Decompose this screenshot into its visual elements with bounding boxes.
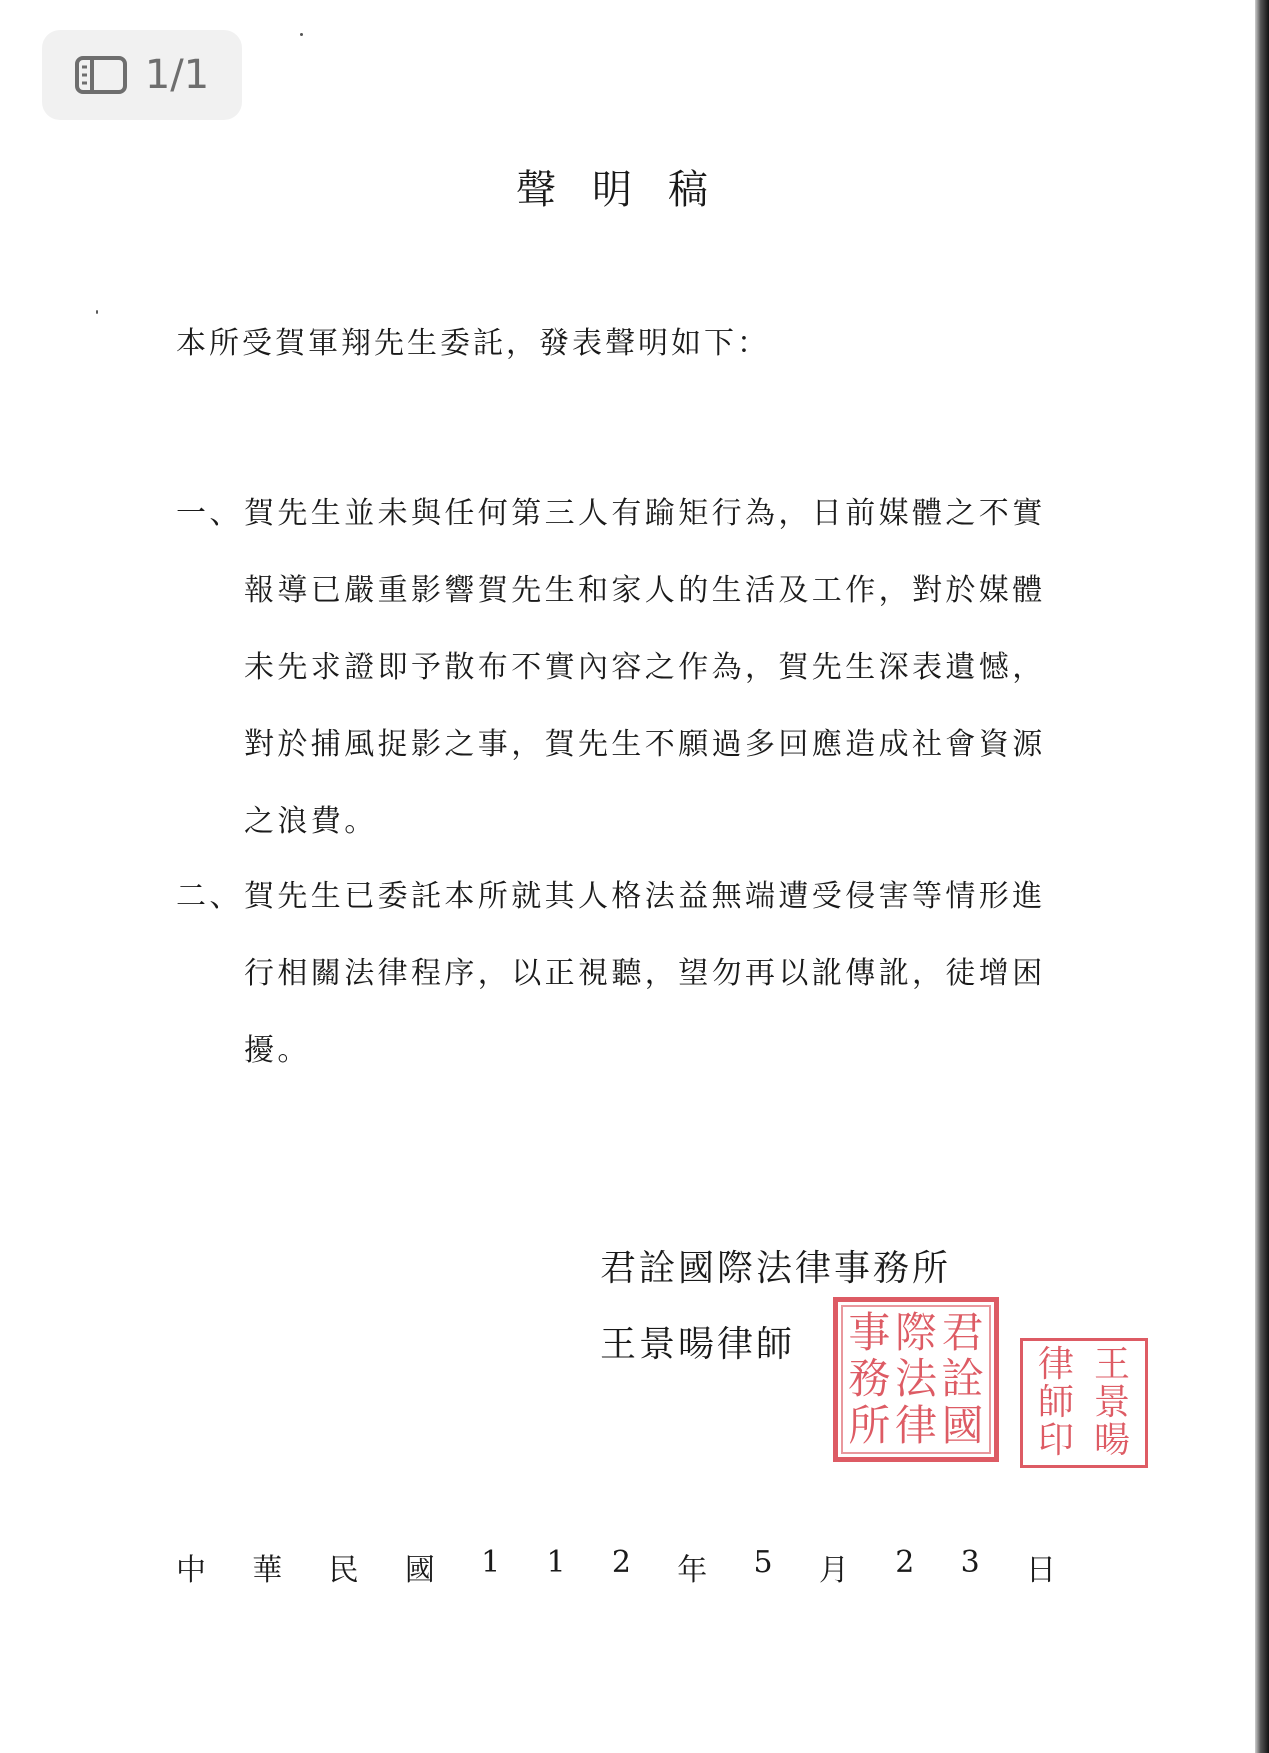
date-part: 2 [895, 1545, 915, 1580]
firm-seal-stamp: 君 詮 國 際 法 律 事 務 所 [833, 1297, 999, 1462]
document-date [176, 1545, 1056, 1589]
clause-line: 之浪費。 [244, 804, 378, 839]
clause-number: 一、 [176, 496, 243, 531]
date-part: 民 [328, 1553, 359, 1588]
scan-speck [300, 33, 303, 36]
date-part: 日 [1025, 1553, 1056, 1588]
signature-firm-name: 君詮國際法律事務所 [600, 1248, 952, 1289]
clause-line: 擾。 [244, 1033, 311, 1068]
scanner-edge [1255, 0, 1269, 1753]
date-part: 中 [176, 1553, 206, 1588]
page-indicator[interactable] [42, 30, 242, 120]
date-part: 2 [611, 1545, 631, 1580]
lawyer-seal-stamp: 王 景 暘 律 師 印 [1020, 1338, 1148, 1468]
date-part: 年 [677, 1553, 708, 1588]
clause-line: 行相關法律程序，以正視聽，望勿再以訛傳訛，徒增困 [244, 956, 1046, 991]
clause-line: 賀先生已委託本所就其人格法益無端遭受侵害等情形進 [244, 879, 1046, 914]
clause-line: 對於捕風捉影之事，賀先生不願過多回應造成社會資源 [244, 727, 1046, 762]
clause-one [176, 475, 1076, 860]
clause-line: 未先求證即予散布不實內容之作為，賀先生深表遺憾， [244, 650, 1046, 685]
date-part: 國 [404, 1553, 435, 1588]
clause-two [176, 858, 1076, 1089]
date-part: 1 [481, 1545, 501, 1580]
intro-paragraph: 本所受賀軍翔先生委託，發表聲明如下： [176, 326, 770, 361]
page-count: 1/1 [144, 52, 210, 98]
scan-speck [96, 310, 98, 314]
date-part: 3 [960, 1545, 980, 1580]
signature-lawyer-name: 王景暘律師 [600, 1324, 796, 1365]
date-part: 月 [818, 1553, 849, 1588]
date-part: 5 [753, 1545, 773, 1580]
clause-line: 報導已嚴重影響賀先生和家人的生活及工作，對於媒體 [244, 573, 1046, 608]
clause-number: 二、 [176, 879, 243, 914]
date-part: 1 [546, 1545, 566, 1580]
clause-line: 賀先生並未與任何第三人有踰矩行為，日前媒體之不實 [244, 496, 1046, 531]
page-layout-icon [75, 56, 127, 94]
date-part: 華 [252, 1553, 283, 1588]
document-title: 聲明稿 [516, 167, 744, 213]
